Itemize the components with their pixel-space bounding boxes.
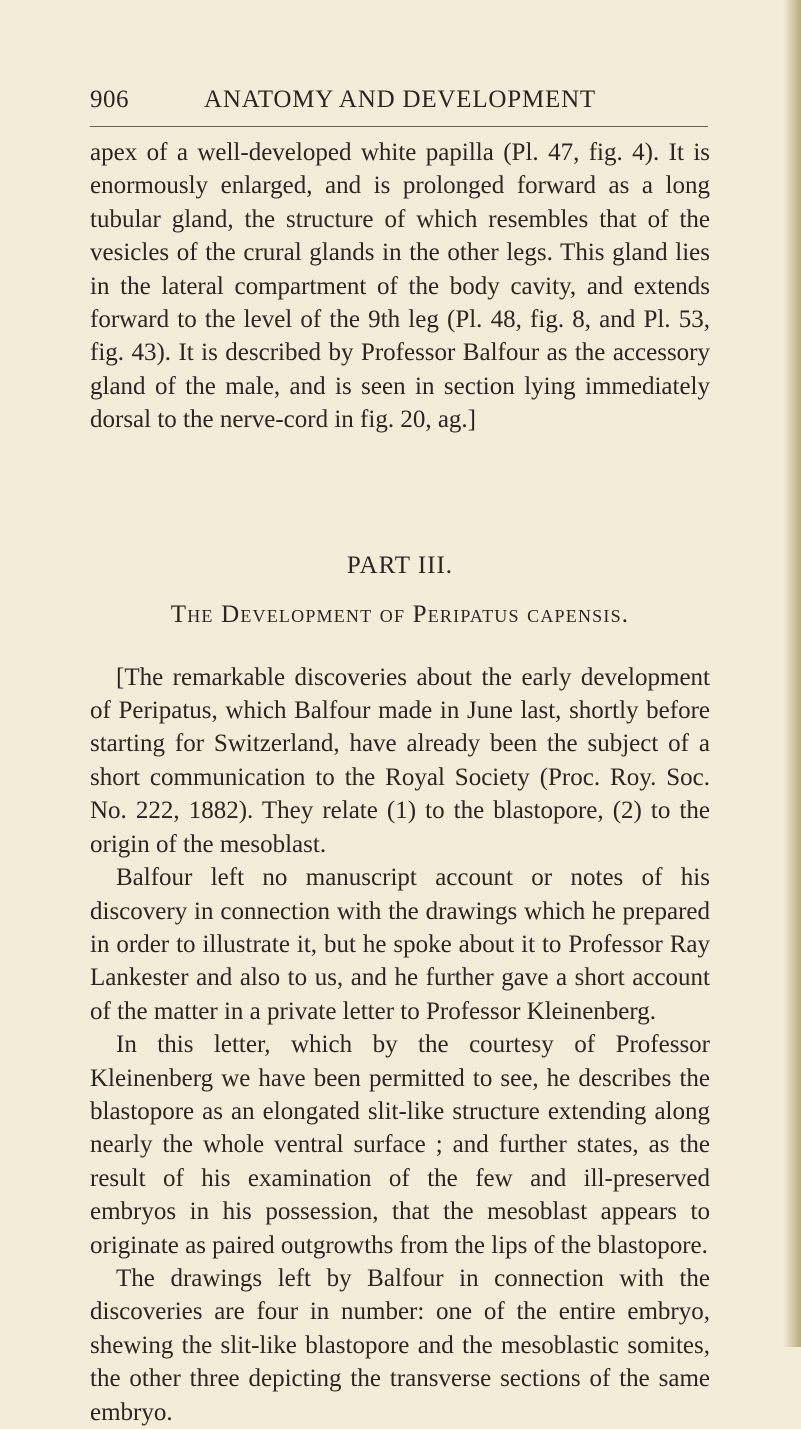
paragraph-drawings: The drawings left by Balfour in connection with the discoveries are four in number: one of the entire embryo, shewing the slit-like blastopore and the mesoblastic somites, the other three depicting the transverse sections of the same embryo.	[90, 1264, 710, 1426]
part-heading: PART III.	[346, 551, 454, 579]
body-text	[90, 136, 710, 1429]
paragraph-intro: [The remarkable discoveries about the early development of Peripatus, which Balfour made in June last, shortly before starting for Switzerland, have already been the subject of a short communication to the Royal Society (Proc. Roy. Soc. No. 222, 1882). They relate (1) to the blastopore, (2) to the origin of the mesoblast.	[90, 663, 710, 858]
page-number: 906	[90, 86, 129, 113]
header-rule	[90, 126, 708, 127]
page-edge-shadow	[783, 0, 801, 1347]
paragraph-continuation: apex of a well-developed white papilla (Pl. 47, fig. 4). It is enormously enlarged, and is prolonged forward as a long tubular gland, the structure of which resembles that of the vesicles of the crural glands in the other legs. This gland lies in the lateral compartment of the body cavity, and extends forward to the level of the 9th leg (Pl. 48, fig. 8, and Pl. 53, fig. 43). It is described by Professor Balfour as the accessory gland of the male, and is seen in section lying immediately dorsal to the nerve-cord in fig. 20, ag.]	[90, 139, 710, 434]
paragraph-letter: In this letter, which by the courtesy of Professor Kleinenberg we have been permitted to see, he describes the blastopore as an elongated slit-like structure extending along nearly the whole ventral surface ; and further states, as the result of his examination of the few and ill-preserved embryos in his possession, that the mesoblast appears to originate as paired outgrowths from the lips of the blastopore.	[90, 1031, 710, 1259]
paragraph-manuscript: Balfour left no manuscript account or notes of his discovery in connection with the drawings which he prepared in order to illustrate it, but he spoke about it to Professor Ray Lankester and also to us, and he further gave a short account of the matter in a private letter to Professor Kleinenberg.	[90, 864, 710, 1025]
section-title: The Development of Peripatus capensis.	[170, 600, 630, 628]
running-title: ANATOMY AND DEVELOPMENT	[204, 86, 597, 113]
